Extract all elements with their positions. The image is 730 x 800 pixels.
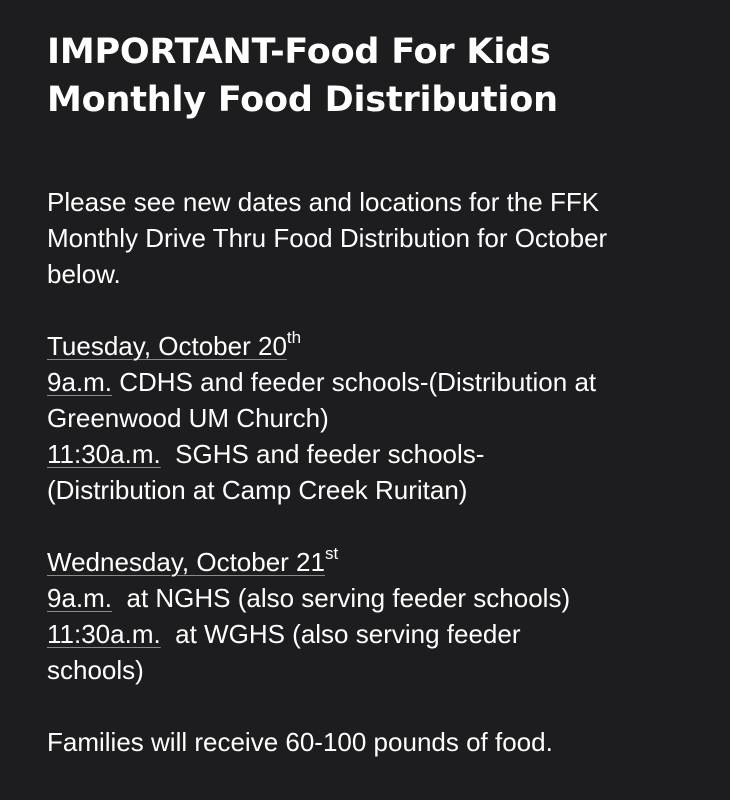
tuesday-date-suffix: th — [286, 328, 302, 347]
page-title — [47, 28, 700, 124]
wednesday-schedule — [47, 544, 700, 688]
tuesday-slot-2-time: 11:30a.m. — [47, 439, 161, 469]
tuesday-date: Tuesday, October 20 — [47, 331, 287, 361]
tuesday-slot-1 — [47, 364, 700, 400]
wednesday-date: Wednesday, October 21 — [47, 547, 325, 577]
wednesday-slot-2-continuation: schools) — [47, 655, 144, 685]
wednesday-date-suffix: st — [324, 544, 339, 563]
tuesday-slot-1-text: CDHS and feeder schools-(Distribution at — [112, 367, 597, 397]
tuesday-slot-2 — [47, 436, 700, 472]
intro-line-1: Please see new dates and locations for the FFK — [47, 187, 600, 217]
tuesday-slot-2-location: (Distribution at Camp Creek Ruritan) — [47, 475, 468, 505]
intro-line-2: Monthly Drive Thru Food Distribution for October — [47, 223, 608, 253]
wednesday-slot-2-time: 11:30a.m. — [47, 619, 161, 649]
wednesday-slot-2 — [47, 616, 700, 652]
intro-line-3: below. — [47, 259, 121, 289]
tuesday-slot-2-text: SGHS and feeder schools- — [160, 439, 485, 469]
title-line-2: Monthly Food Distribution — [47, 80, 558, 120]
footer-text: Families will receive 60-100 pounds of food. — [47, 727, 553, 757]
wednesday-slot-1 — [47, 580, 700, 616]
tuesday-slot-1-location: Greenwood UM Church) — [47, 403, 329, 433]
wednesday-slot-1-text: at NGHS (also serving feeder schools) — [112, 583, 571, 613]
intro-paragraph — [47, 184, 700, 292]
tuesday-slot-1-time: 9a.m. — [47, 367, 113, 397]
footer-note — [47, 724, 700, 760]
wednesday-slot-1-time: 9a.m. — [47, 583, 113, 613]
tuesday-schedule — [47, 328, 700, 508]
title-line-1: IMPORTANT-Food For Kids — [47, 32, 551, 72]
tuesday-date-heading — [47, 328, 700, 364]
wednesday-slot-2-text: at WGHS (also serving feeder — [160, 619, 521, 649]
wednesday-date-heading — [47, 544, 700, 580]
